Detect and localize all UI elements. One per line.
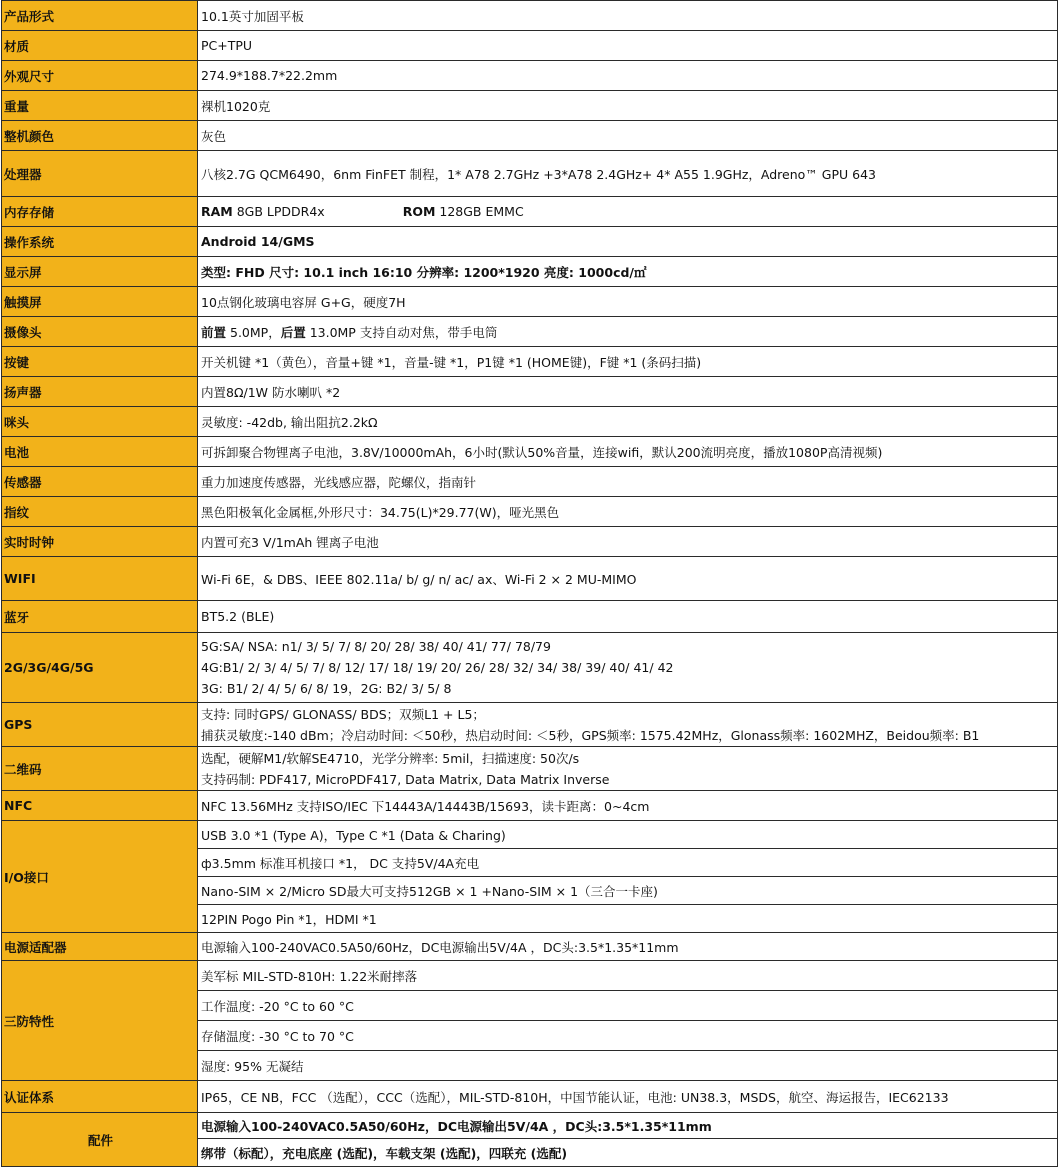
row-value: 裸机1020克	[198, 91, 1058, 121]
row-label: 传感器	[2, 467, 198, 497]
io-item: 12PIN Pogo Pin *1，HDMI *1	[198, 905, 1058, 933]
row-value: 10点钢化玻璃电容屏 G+G，硬度7H	[198, 287, 1058, 317]
row-label: NFC	[2, 791, 198, 821]
row-value: 开关机键 *1（黄色），音量+键 *1，音量-键 *1，P1键 *1 (HOME键)，F键 *1 (条码扫描)	[198, 347, 1058, 377]
row-value: 灵敏度: -42db, 输出阻抗2.2kΩ	[198, 407, 1058, 437]
row-value: 可拆卸聚合物锂离子电池，3.8V/10000mAh，6小时(默认50%音量，连接wifi，默认200流明亮度，播放1080P高清视频)	[198, 437, 1058, 467]
table-row	[2, 497, 1058, 527]
table-row	[2, 197, 1058, 227]
row-label: GPS	[2, 703, 198, 747]
row-value: 内置8Ω/1W 防水喇叭 *2	[198, 377, 1058, 407]
io-item: ф3.5mm 标准耳机接口 *1， DC 支持5V/4A充电	[198, 849, 1058, 877]
row-label: 外观尺寸	[2, 61, 198, 91]
row-label: 指纹	[2, 497, 198, 527]
row-value: IP65，CE NB，FCC （选配），CCC（选配），MIL-STD-810H，中国节能认证，电池: UN38.3，MSDS，航空、海运报告，IEC62133	[198, 1081, 1058, 1113]
table-row	[2, 557, 1058, 601]
table-row	[2, 633, 1058, 703]
ram-label: RAM	[201, 204, 233, 219]
io-item: Nano-SIM × 2/Micro SD最大可支持512GB × 1 +Nano-SIM × 1（三合一卡座)	[198, 877, 1058, 905]
table-row	[2, 467, 1058, 497]
row-label: 整机颜色	[2, 121, 198, 151]
row-value	[198, 317, 1058, 347]
row-value: 黑色阳极氧化金属框,外形尺寸：34.75(L)*29.77(W)，哑光黑色	[198, 497, 1058, 527]
cellular-3g-2g: 3G: B1/ 2/ 4/ 5/ 6/ 8/ 19，2G: B2/ 3/ 5/ 8	[201, 681, 452, 696]
row-label: 配件	[2, 1113, 198, 1167]
row-value: NFC 13.56MHz 支持ISO/IEC 下14443A/14443B/15693，读卡距离：0~4cm	[198, 791, 1058, 821]
row-value: PC+TPU	[198, 31, 1058, 61]
row-value: 电源输入100-240VAC0.5A50/60Hz，DC电源输出5V/4A ，DC头:3.5*1.35*11mm	[198, 933, 1058, 961]
row-label: 认证体系	[2, 1081, 198, 1113]
front-camera-value: 5.0MP，	[226, 324, 281, 340]
table-row	[2, 961, 1058, 991]
row-value	[198, 197, 1058, 227]
row-label: 电池	[2, 437, 198, 467]
gps-sensitivity: 捕获灵敏度:-140 dBm；冷启动时间: ＜50秒，热启动时间: ＜5秒，GPS频率: 1575.42MHz，Glonass频率: 1602MHZ，Beidou频率: B1	[201, 727, 980, 743]
table-row	[2, 121, 1058, 151]
rear-camera-label: 后置	[280, 324, 306, 340]
row-label: 三防特性	[2, 961, 198, 1081]
row-value: 10.1英寸加固平板	[198, 1, 1058, 31]
table-row	[2, 933, 1058, 961]
table-row	[2, 1081, 1058, 1113]
table-row	[2, 377, 1058, 407]
row-label: 电源适配器	[2, 933, 198, 961]
row-label: 处理器	[2, 151, 198, 197]
rom-value: 128GB EMMC	[435, 204, 524, 219]
row-value	[198, 633, 1058, 703]
table-row	[2, 407, 1058, 437]
rear-camera-value: 13.0MP 支持自动对焦，带手电筒	[305, 324, 498, 340]
ram-value: 8GB LPDDR4x	[232, 204, 325, 219]
table-row	[2, 91, 1058, 121]
gps-support: 支持: 同时GPS/ GLONASS/ BDS；双频L1 + L5；	[201, 706, 485, 722]
table-row	[2, 61, 1058, 91]
row-label: 材质	[2, 31, 198, 61]
row-value: 重力加速度传感器，光线感应器，陀螺仪，指南针	[198, 467, 1058, 497]
row-value: Wi-Fi 6E，& DBS、IEEE 802.11a/ b/ g/ n/ ac/ ax、Wi-Fi 2 × 2 MU-MIMO	[198, 557, 1058, 601]
rugged-item: 存储温度: -30 °C to 70 °C	[198, 1021, 1058, 1051]
table-row	[2, 31, 1058, 61]
row-label: 二维码	[2, 747, 198, 791]
io-item: USB 3.0 *1 (Type A)，Type C *1 (Data & Charing)	[198, 821, 1058, 849]
row-label: 2G/3G/4G/5G	[2, 633, 198, 703]
table-row	[2, 437, 1058, 467]
row-label: WIFI	[2, 557, 198, 601]
row-label: 显示屏	[2, 257, 198, 287]
table-row	[2, 747, 1058, 791]
table-row	[2, 821, 1058, 849]
table-row	[2, 601, 1058, 633]
row-value: 274.9*188.7*22.2mm	[198, 61, 1058, 91]
row-label: 重量	[2, 91, 198, 121]
table-row	[2, 287, 1058, 317]
table-row	[2, 791, 1058, 821]
accessory-item: 电源输入100-240VAC0.5A50/60Hz，DC电源输出5V/4A ，DC头:3.5*1.35*11mm	[198, 1113, 1058, 1139]
row-value: 类型: FHD 尺寸: 10.1 inch 16:10 分辨率: 1200*1920 亮度: 1000cd/㎡	[198, 257, 1058, 287]
row-label: 内存存储	[2, 197, 198, 227]
row-label: I/O接口	[2, 821, 198, 933]
row-label: 蓝牙	[2, 601, 198, 633]
table-row	[2, 1113, 1058, 1139]
cellular-4g: 4G:B1/ 2/ 3/ 4/ 5/ 7/ 8/ 12/ 17/ 18/ 19/ 20/ 26/ 28/ 32/ 34/ 38/ 39/ 40/ 41/ 42	[201, 660, 674, 675]
row-value: 八核2.7G QCM6490，6nm FinFET 制程，1* A78 2.7GHz +3*A78 2.4GHz+ 4* A55 1.9GHz，Adreno™ GPU 643	[198, 151, 1058, 197]
table-row	[2, 1, 1058, 31]
row-value: BT5.2 (BLE)	[198, 601, 1058, 633]
table-row	[2, 151, 1058, 197]
row-value: 灰色	[198, 121, 1058, 151]
row-value: Android 14/GMS	[198, 227, 1058, 257]
row-label: 扬声器	[2, 377, 198, 407]
barcode-symbologies: 支持码制: PDF417, MicroPDF417, Data Matrix, Data Matrix Inverse	[201, 771, 610, 787]
table-row	[2, 527, 1058, 557]
barcode-engine: 选配，硬解M1/软解SE4710，光学分辨率: 5mil，扫描速度: 50次/s	[201, 750, 580, 766]
table-row	[2, 317, 1058, 347]
table-row	[2, 347, 1058, 377]
row-label: 按键	[2, 347, 198, 377]
row-label: 摄像头	[2, 317, 198, 347]
spec-table	[1, 0, 1058, 1167]
table-row	[2, 227, 1058, 257]
row-value: 内置可充3 V/1mAh 锂离子电池	[198, 527, 1058, 557]
row-label: 触摸屏	[2, 287, 198, 317]
rugged-item: 美军标 MIL-STD-810H: 1.22米耐摔落	[198, 961, 1058, 991]
row-value	[198, 747, 1058, 791]
row-value	[198, 703, 1058, 747]
cellular-5g: 5G:SA/ NSA: n1/ 3/ 5/ 7/ 8/ 20/ 28/ 38/ 40/ 41/ 77/ 78/79	[201, 639, 551, 654]
row-label: 产品形式	[2, 1, 198, 31]
rugged-item: 湿度: 95% 无凝结	[198, 1051, 1058, 1081]
table-row	[2, 703, 1058, 747]
row-label: 实时时钟	[2, 527, 198, 557]
row-label: 操作系统	[2, 227, 198, 257]
front-camera-label: 前置	[201, 324, 227, 340]
row-label: 咪头	[2, 407, 198, 437]
rugged-item: 工作温度: -20 °C to 60 °C	[198, 991, 1058, 1021]
accessory-item: 绑带（标配），充电底座 (选配)，车载支架 (选配)，四联充 (选配)	[198, 1139, 1058, 1167]
rom-label: ROM	[402, 204, 436, 219]
table-row	[2, 257, 1058, 287]
